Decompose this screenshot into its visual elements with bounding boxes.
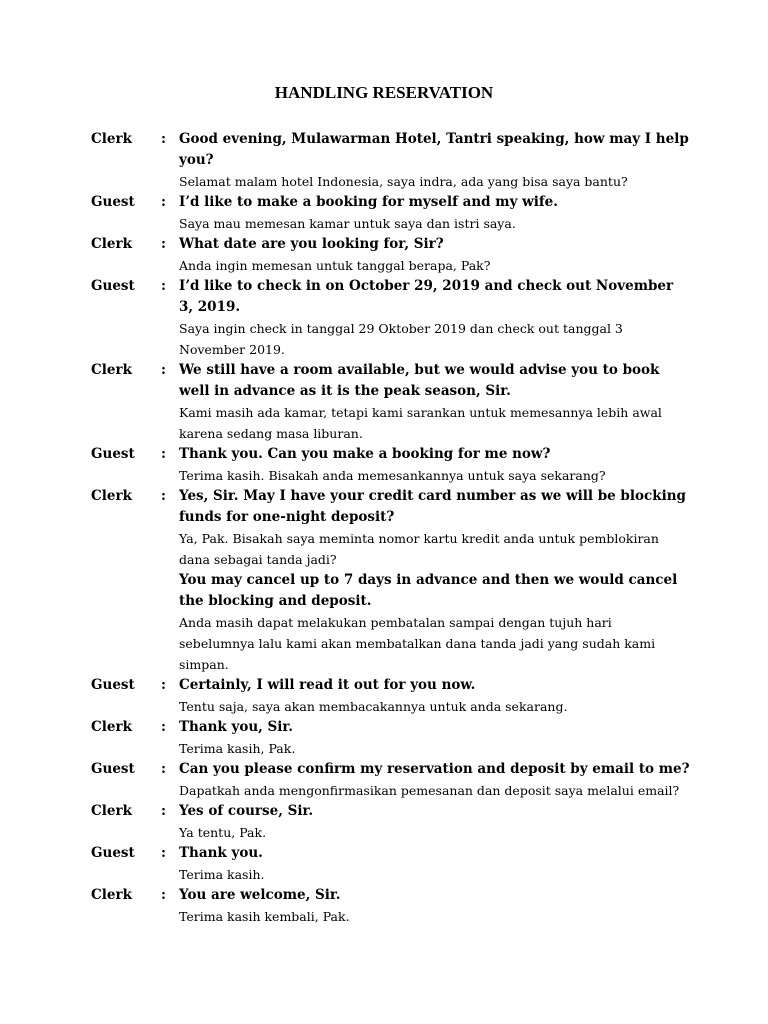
english-line: I’d like to make a booking for myself and my wife. [179, 194, 558, 210]
english-line: Good evening, Mulawarman Hotel, Tantri speaking, how may I help you? [179, 131, 689, 168]
indonesian-translation: Anda ingin memesan untuk tanggal berapa, Pak? [179, 258, 491, 273]
speaker-separator: : [161, 131, 166, 147]
speaker-label: Guest [91, 446, 135, 462]
dialogue-turn [91, 717, 691, 759]
turn-lines [179, 759, 691, 801]
english-line: What date are you looking for, Sir? [179, 236, 444, 252]
speaker-label: Guest [91, 278, 135, 294]
indonesian-translation: Terima kasih kembali, Pak. [179, 909, 350, 924]
turn-lines [179, 843, 691, 885]
speaker-separator: : [161, 887, 166, 903]
english-line: Yes of course, Sir. [179, 803, 314, 819]
english-line: Yes, Sir. May I have your credit card number as we will be blocking funds for one-night deposit? [179, 488, 686, 525]
speaker-label: Clerk [91, 362, 132, 378]
indonesian-translation: Selamat malam hotel Indonesia, saya indra, ada yang bisa saya bantu? [179, 174, 628, 189]
turn-lines [179, 486, 691, 675]
speaker-separator: : [161, 194, 166, 210]
indonesian-translation: Anda masih dapat melakukan pembatalan sampai dengan tujuh hari sebelumnya lalu kami akan membatalkan dana tanda jadi yang sudah kami simpan. [179, 615, 656, 672]
speaker-label: Clerk [91, 719, 132, 735]
indonesian-translation: Terima kasih. Bisakah anda memesankannya untuk saya sekarang? [179, 468, 606, 483]
turn-lines [179, 129, 691, 192]
indonesian-translation: Terima kasih, Pak. [179, 741, 296, 756]
english-line: Thank you. [179, 845, 263, 861]
dialogue-turn [91, 276, 691, 360]
dialogue-turn [91, 234, 691, 276]
speaker-separator: : [161, 761, 166, 777]
turn-lines [179, 360, 691, 444]
turn-lines [179, 885, 691, 927]
speaker-label: Clerk [91, 803, 132, 819]
speaker-label: Guest [91, 194, 135, 210]
speaker-separator: : [161, 803, 166, 819]
speaker-label: Clerk [91, 887, 132, 903]
dialogue [91, 129, 691, 927]
dialogue-turn [91, 675, 691, 717]
dialogue-turn [91, 801, 691, 843]
dialogue-turn [91, 843, 691, 885]
english-line: Certainly, I will read it out for you now. [179, 677, 476, 693]
turn-lines [179, 675, 691, 717]
turn-lines [179, 801, 691, 843]
turn-lines [179, 276, 691, 360]
speaker-separator: : [161, 719, 166, 735]
speaker-label: Guest [91, 677, 135, 693]
page-title: HANDLING RESERVATION [274, 83, 494, 102]
turn-lines [179, 234, 691, 276]
speaker-label: Guest [91, 761, 135, 777]
speaker-label: Clerk [91, 131, 132, 147]
english-line: Thank you. Can you make a booking for me now? [179, 446, 551, 462]
dialogue-turn [91, 129, 691, 192]
speaker-label: Clerk [91, 236, 132, 252]
dialogue-turn [91, 192, 691, 234]
indonesian-translation: Dapatkah anda mengonfirmasikan pemesanan dan deposit saya melalui email? [179, 783, 680, 798]
english-line: You may cancel up to 7 days in advance and then we would cancel the blocking and deposit. [179, 572, 678, 609]
english-line: We still have a room available, but we would advise you to book well in advance as it is the peak season, Sir. [179, 362, 660, 399]
dialogue-turn [91, 885, 691, 927]
indonesian-translation: Saya ingin check in tanggal 29 Oktober 2019 dan check out tanggal 3 November 2019. [179, 321, 623, 357]
indonesian-translation: Ya tentu, Pak. [179, 825, 267, 840]
speaker-separator: : [161, 488, 166, 504]
indonesian-translation: Kami masih ada kamar, tetapi kami sarankan untuk memesannya lebih awal karena sedang masa liburan. [179, 405, 662, 441]
speaker-label: Clerk [91, 488, 132, 504]
dialogue-turn [91, 759, 691, 801]
dialogue-turn [91, 444, 691, 486]
english-line: Can you please confirm my reservation and deposit by email to me? [179, 761, 690, 777]
turn-lines [179, 192, 691, 234]
indonesian-translation: Terima kasih. [179, 867, 265, 882]
speaker-label: Guest [91, 845, 135, 861]
english-line: Thank you, Sir. [179, 719, 293, 735]
dialogue-turn [91, 360, 691, 444]
speaker-separator: : [161, 362, 166, 378]
speaker-separator: : [161, 236, 166, 252]
english-line: You are welcome, Sir. [179, 887, 341, 903]
dialogue-turn [91, 486, 691, 675]
speaker-separator: : [161, 677, 166, 693]
indonesian-translation: Tentu saja, saya akan membacakannya untuk anda sekarang. [179, 699, 568, 714]
speaker-separator: : [161, 278, 166, 294]
english-line: I’d like to check in on October 29, 2019 and check out November 3, 2019. [179, 278, 674, 315]
indonesian-translation: Saya mau memesan kamar untuk saya dan istri saya. [179, 216, 516, 231]
speaker-separator: : [161, 446, 166, 462]
indonesian-translation: Ya, Pak. Bisakah saya meminta nomor kartu kredit anda untuk pemblokiran dana sebagai tanda jadi? [179, 531, 659, 567]
speaker-separator: : [161, 845, 166, 861]
turn-lines [179, 717, 691, 759]
turn-lines [179, 444, 691, 486]
